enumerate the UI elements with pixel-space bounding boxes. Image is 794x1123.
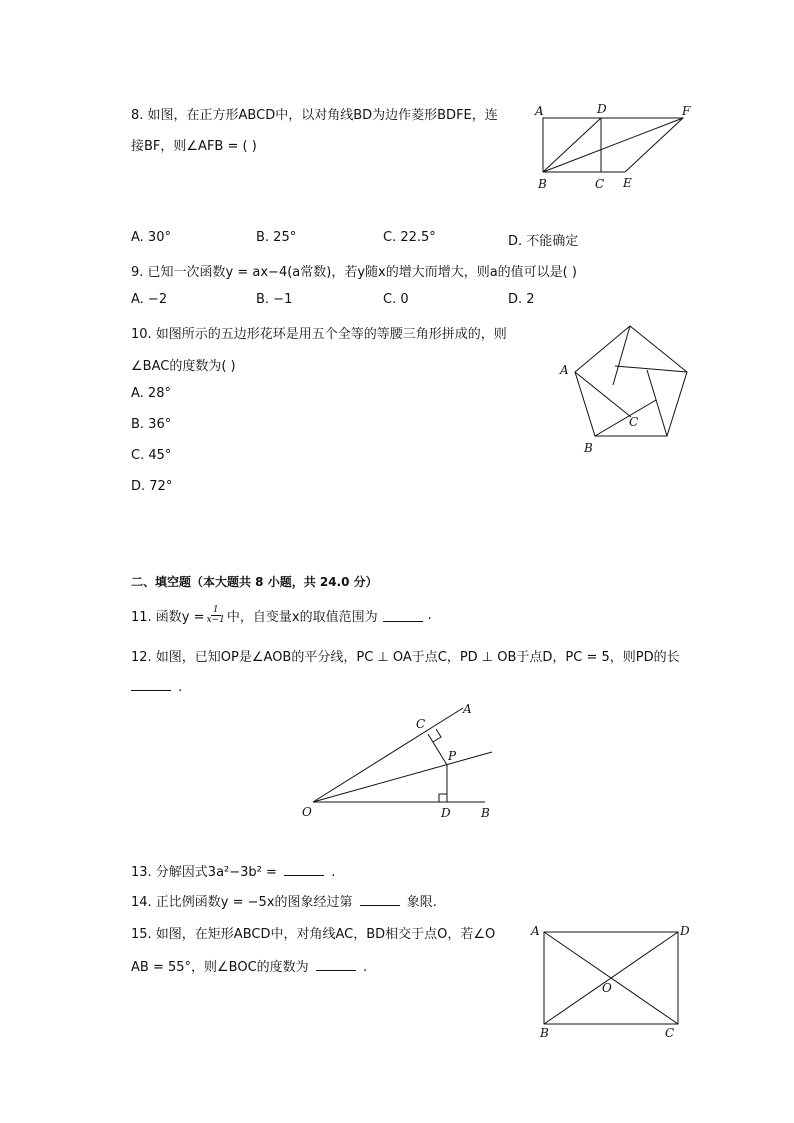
q14-answer-blank[interactable] <box>360 893 400 906</box>
section-2-title: 二、填空题（本大题共 8 小题，共 24.0 分） <box>131 575 378 589</box>
q8-stem-line2: 接BF，则∠AFB = ( ) <box>131 139 257 154</box>
q10-option-b: B. 36° <box>131 417 172 432</box>
q15-stem-line1: 15. 如图，在矩形ABCD中，对角线AC，BD相交于点O，若∠O <box>131 927 496 942</box>
q15-end: . <box>362 960 368 975</box>
q9-option-b: B. −1 <box>256 292 293 307</box>
q10-option-c: C. 45° <box>131 448 172 463</box>
q13-text: 13. 分解因式3a²−3b² = <box>131 865 277 880</box>
q8-option-d: D. 不能确定 <box>508 234 579 249</box>
label-a: A <box>531 924 540 938</box>
right-angle-mark-c <box>433 729 441 742</box>
label-a: A <box>463 702 472 716</box>
q11-suffix: 中，自变量x的取值范围为 <box>226 610 378 625</box>
q11-fraction-numerator: 1 <box>212 605 219 615</box>
q14-end: 象限. <box>406 895 437 910</box>
q8-stem-line1: 8. 如图，在正方形ABCD中，以对角线BD为边作菱形BDFE，连 <box>131 108 498 123</box>
right-angle-mark-d <box>439 794 447 802</box>
wreath-line-2 <box>613 326 630 385</box>
q13-answer-blank[interactable] <box>284 863 324 876</box>
q9-option-c: C. 0 <box>383 292 409 307</box>
label-d: D <box>680 924 690 938</box>
label-d: D <box>441 806 451 820</box>
bisector-op <box>313 752 492 802</box>
q12-stem-line1: 12. 如图，已知OP是∠AOB的平分线，PC ⊥ OA于点C，PD ⊥ OB于点D，PC = 5，则PD的长 <box>131 650 680 665</box>
q8-option-b: B. 25° <box>256 230 297 245</box>
label-e: E <box>623 176 632 190</box>
wreath-line-5 <box>595 400 656 436</box>
label-c: C <box>629 415 639 429</box>
label-c: C <box>416 717 426 731</box>
q11-fraction <box>207 606 225 625</box>
label-b: B <box>584 441 593 455</box>
q10-option-d: D. 72° <box>131 479 173 494</box>
label-o: O <box>602 981 612 995</box>
label-b: B <box>538 177 547 191</box>
q12-answer-blank[interactable] <box>131 678 171 691</box>
q11-prefix: 11. 函数y = <box>131 610 205 625</box>
q14-text: 14. 正比例函数y = −5x的图象经过第 <box>131 895 353 910</box>
q10-figure-pentagon-wreath <box>555 320 695 460</box>
q10-stem-line2: ∠BAC的度数为( ) <box>131 359 236 374</box>
q9-stem: 9. 已知一次函数y = ax−4(a常数)，若y随x的增大而增大，则a的值可以是( ) <box>131 265 577 280</box>
q8-option-c: C. 22.5° <box>383 230 436 245</box>
wreath-line-3 <box>615 366 687 372</box>
label-p: P <box>448 749 457 763</box>
q10-option-a: A. 28° <box>131 386 171 401</box>
label-d: D <box>597 102 607 116</box>
q15-stem-line2 <box>131 956 367 975</box>
q11-stem <box>131 606 432 625</box>
label-c: C <box>665 1026 675 1040</box>
q9-option-d: D. 2 <box>508 292 535 307</box>
label-c: C <box>595 177 605 191</box>
q13-stem <box>131 861 335 880</box>
label-a: A <box>535 104 544 118</box>
q10-stem-line1: 10. 如图所示的五边形花环是用五个全等的等腰三角形拼成的，则 <box>131 327 507 342</box>
q8-option-a: A. 30° <box>131 230 171 245</box>
q15-figure-rectangle <box>528 922 698 1042</box>
q12-end: . <box>178 680 183 695</box>
label-b: B <box>540 1026 549 1040</box>
q8-figure-square-rhombus <box>530 98 700 193</box>
q14-stem <box>131 891 437 910</box>
q11-fraction-denominator: x−1 <box>206 615 225 625</box>
q11-end: . <box>427 608 432 623</box>
q13-end: . <box>331 865 336 880</box>
label-b: B <box>481 806 490 820</box>
q11-answer-blank[interactable] <box>383 609 423 622</box>
label-a: A <box>560 363 569 377</box>
q9-option-a: A. −2 <box>131 292 168 307</box>
q12-figure-angle-bisector <box>295 698 505 823</box>
q15-answer-blank[interactable] <box>316 958 356 971</box>
q15-text: AB = 55°，则∠BOC的度数为 <box>131 960 309 975</box>
label-o: O <box>302 805 312 819</box>
q12-stem-line2 <box>131 678 182 695</box>
segment-bf <box>543 118 683 172</box>
wreath-line-1 <box>575 372 631 417</box>
label-f: F <box>682 104 691 118</box>
